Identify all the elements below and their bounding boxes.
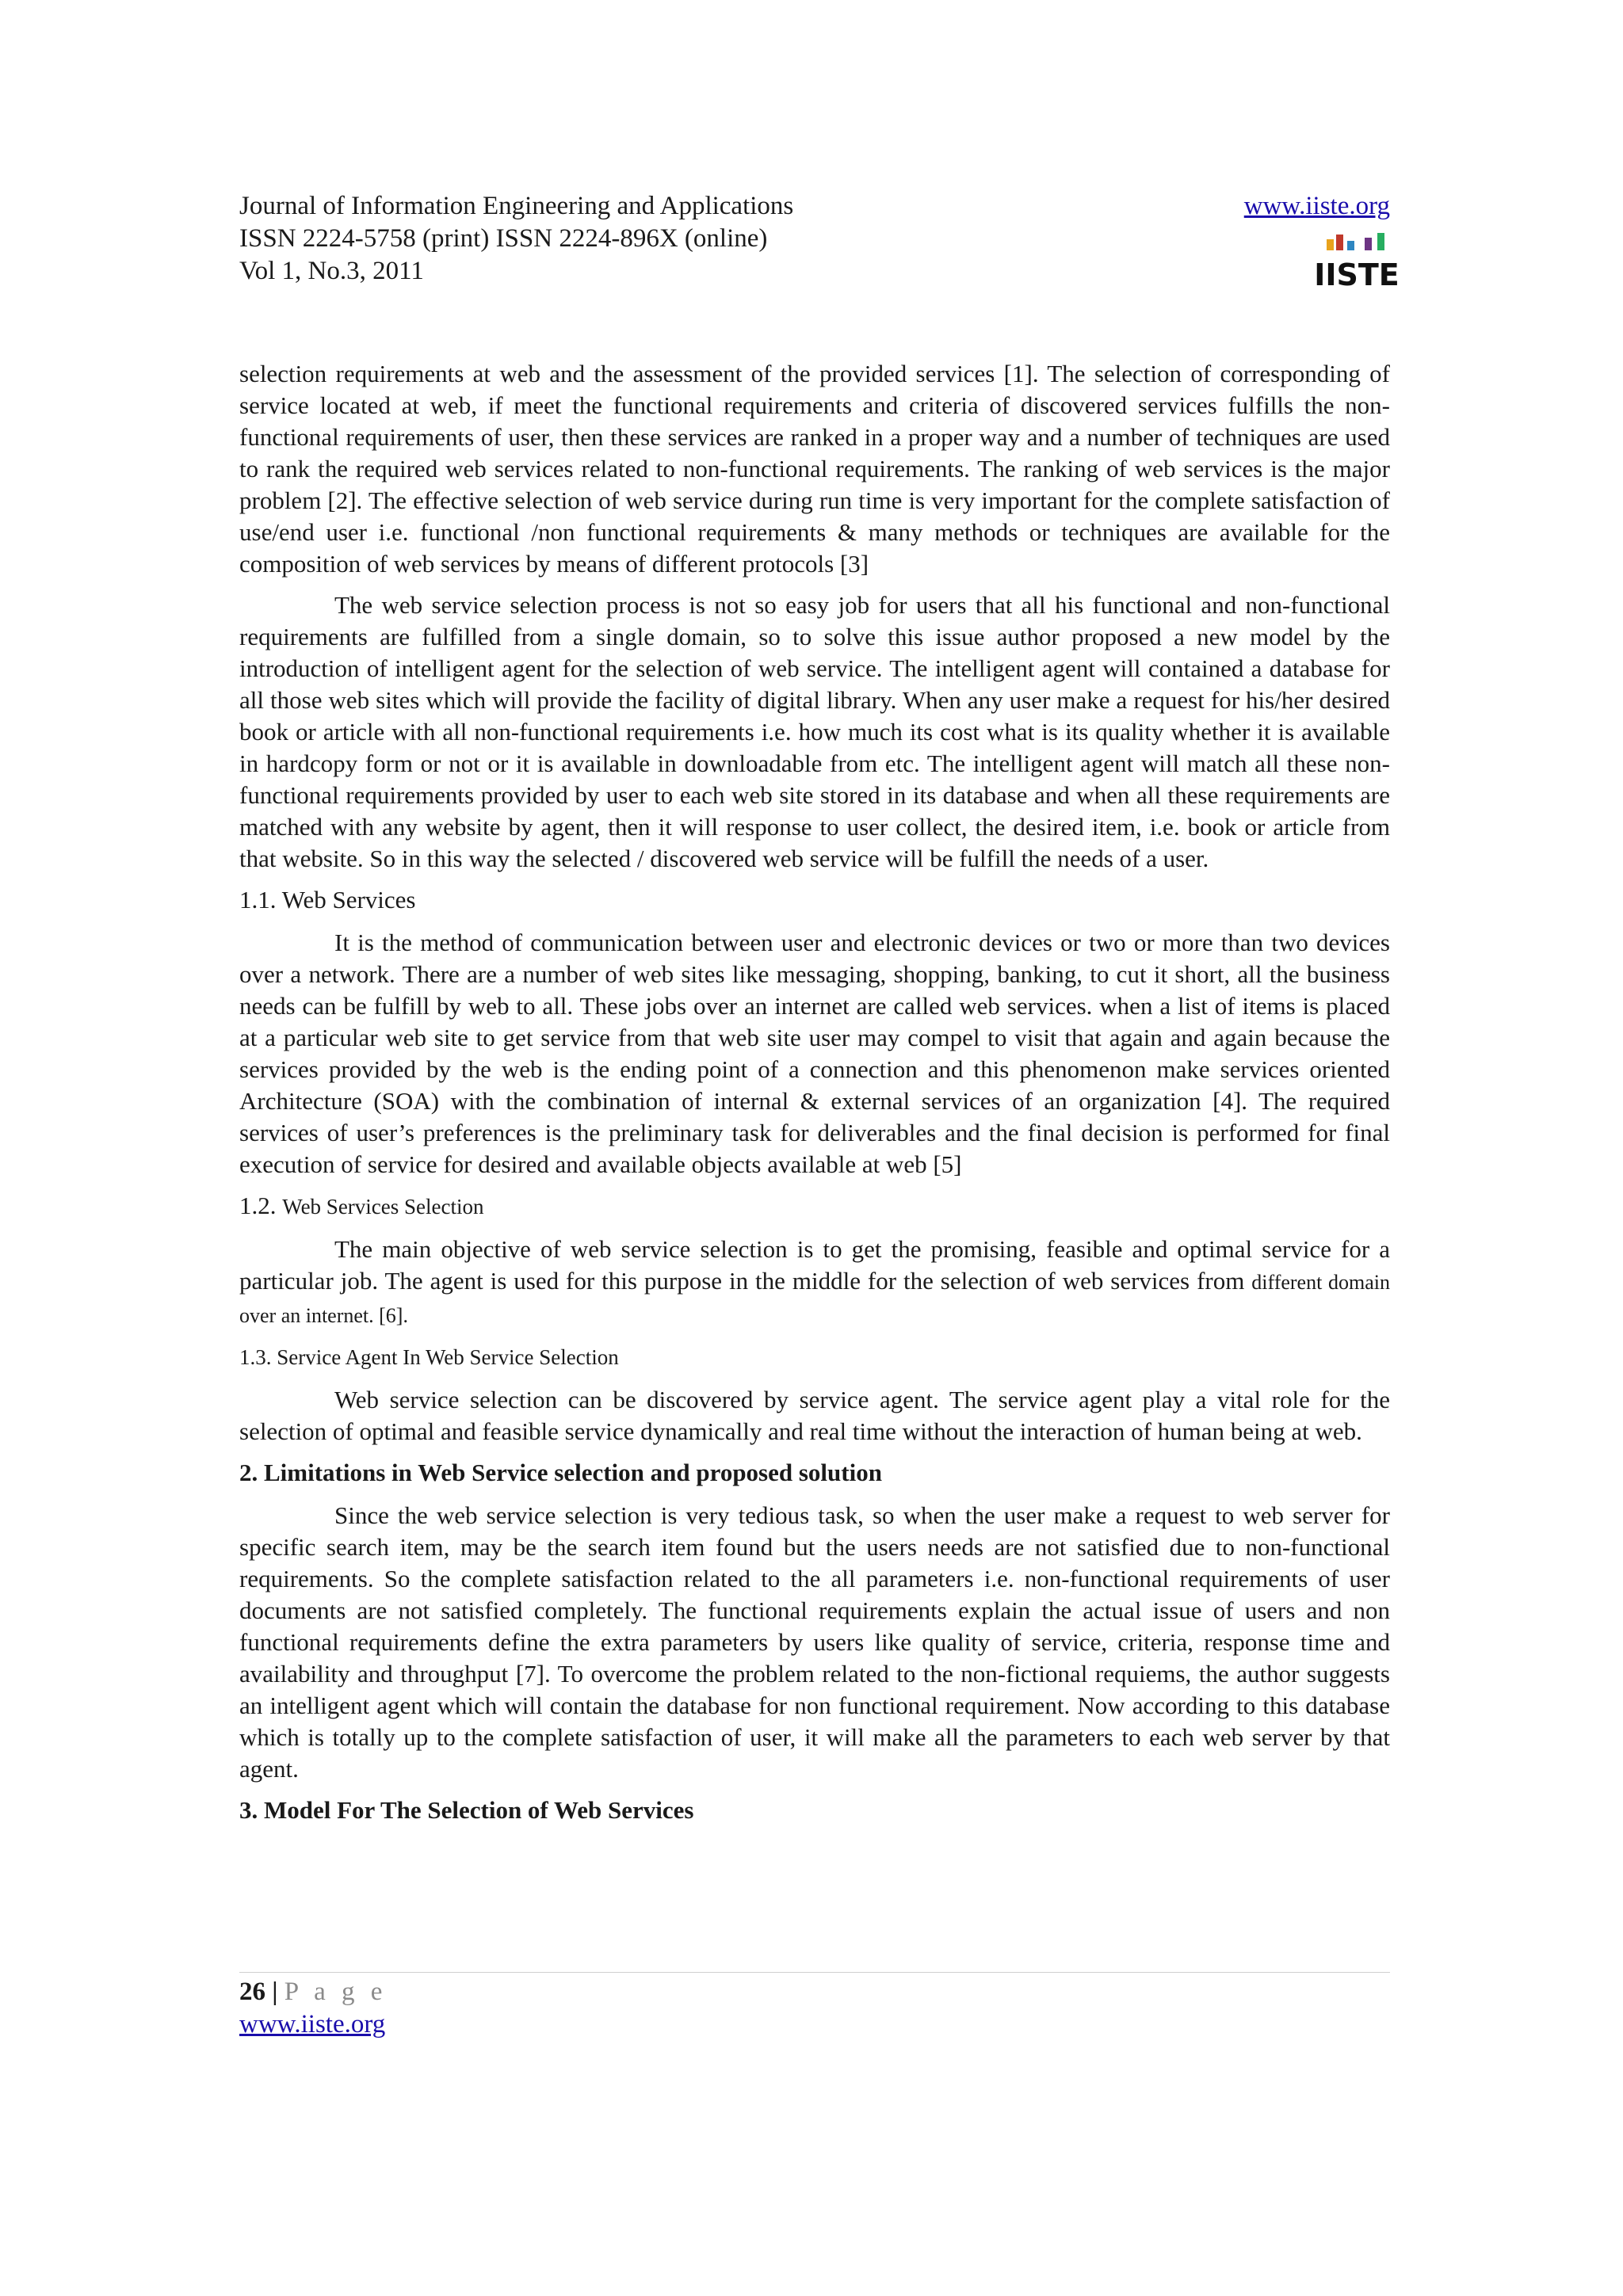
header-site-link[interactable]: www.iiste.org [1243,192,1390,220]
page-word: P a g e [284,1978,388,2006]
section-heading-1-2 [239,1190,1390,1222]
page-header [239,190,1400,293]
section-heading-2: 2. Limitations in Web Service selection and proposed solution [239,1459,882,1486]
svg-text:IISTE: IISTE [1314,257,1400,292]
page-separator: | [272,1978,278,2006]
page-footer [239,1972,1390,2041]
page-label [239,1976,1390,2008]
paragraph-web-services: It is the method of communication between user and electronic devices or two or more than two devices over a network. There are a number of web sites like messaging, shopping, banking, to cut it short, all the business needs can be fulfill by web to all. These jobs over an internet are called web services. when a list of items is placed at a particular web site to get service from that web site user may compel to visit that again and again because the services provided by the web is the ending point of a connection and this phenomenon make services oriented Architecture (SOA) with the combination of internal & external services of an organization [4]. The required services of user’s preferences is the preliminary task for deliverables and the final decision is performed for final execution of service for desired and available objects available at web [5] [239,929,1390,1178]
section-heading-1-1: 1.1. Web Services [239,886,416,913]
footer-site-link[interactable]: www.iiste.org [239,2010,386,2039]
section-label: Web Services Selection [282,1195,484,1219]
paragraph-main-text: The main objective of web service selection is to get the promising, feasible and optimal service for a particular job. The agent is used for this purpose in the middle for the selection of web services from [239,1235,1390,1295]
iiste-logo-icon [1314,227,1400,292]
paragraph-selection-process: The web service selection process is not so easy job for users that all his functional and non-functional requirements are fulfilled from a single domain, so to solve this issue author proposed a new model by the introduction of intelligent agent for the selection of web service. The intelligent agent will contained a database for all those web sites which will provide the facility of digital library. When any user make a request for his/her desired book or article with all non-functional requirements i.e. how much its cost what is its quality whether it is available in hardcopy form or not or it is available in downloadable from etc. The intelligent agent will match all these non-functional requirements provided by user to each web site stored in its database and when all these requirements are matched with any website by agent, then it will response to user collect, the desired item, i.e. book or article from that website. So in this way the selected / discovered web service will be fulfill the needs of a user. [239,591,1390,872]
journal-issn: ISSN 2224-5758 (print) ISSN 2224-896X (online) [239,224,768,253]
section-heading-3: 3. Model For The Selection of Web Services [239,1796,694,1824]
paragraph-service-agent: Web service selection can be discovered by service agent. The service agent play a vital role for the selection of optimal and feasible service dynamically and real time without the interaction of human being at web. [239,1386,1390,1445]
paragraph-limitations: Since the web service selection is very tedious task, so when the user make a request to web server for specific search item, may be the search item found but the users needs are not satisfied due to non-functional requirements. So the complete satisfaction related to the all parameters i.e. non-functional requirements of user documents are not satisfied completely. The functional requirements explain the actual issue of users and non functional requirements define the extra parameters by users like quality of service, criteria, response time and availability and throughput [7]. To overcome the problem related to the non-fictional requiems, the author suggests an intelligent agent which will contain the database for non functional requirement. Now according to this database which is totally up to the complete satisfaction of user, it will make all the parameters to each web server by that agent. [239,1501,1390,1783]
page-content [239,358,1390,1837]
section-heading-1-3: 1.3. Service Agent In Web Service Selection [239,1345,619,1369]
journal-volume: Vol 1, No.3, 2011 [239,257,424,285]
journal-info [239,190,793,288]
page-number: 26 [239,1978,265,2006]
paragraph-service-selection [239,1234,1390,1332]
paragraph-tail-text: different domain over an internet. [6]. [239,1271,1390,1327]
paragraph-intro: selection requirements at web and the assessment of the provided services [1]. The selection of corresponding of service located at web, if meet the functional requirements and criteria of discovered services fulfills the non-functional requirements of user, then these services are ranked in a proper way and a number of techniques are used to rank the required web services related to non-functional requirements. The ranking of web services is the major problem [2]. The effective selection of web service during run time is very important for the complete satisfaction of use/end user i.e. functional /non functional requirements & many methods or techniques are available for the composition of web services by means of different protocols [3] [239,360,1390,578]
journal-title: Journal of Information Engineering and Applications [239,192,794,220]
section-number: 1.2. [239,1192,277,1219]
